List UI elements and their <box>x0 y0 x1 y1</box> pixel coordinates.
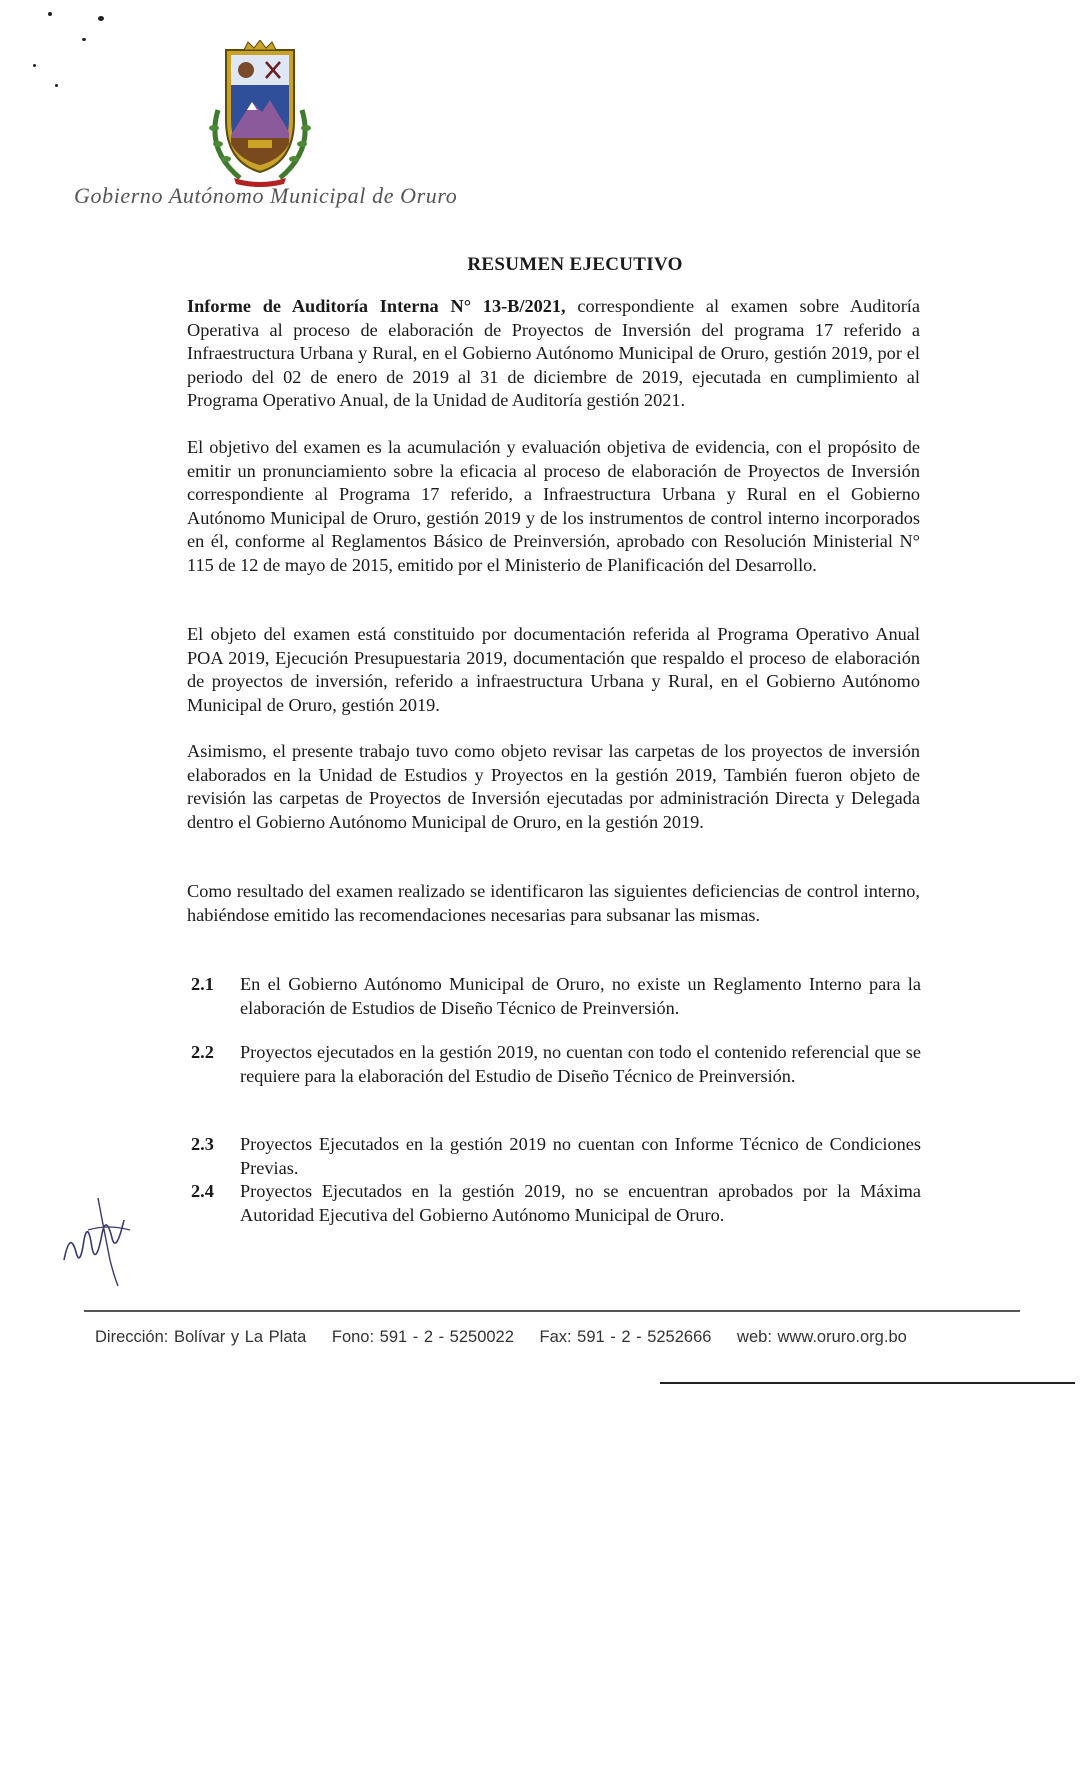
scan-speck <box>33 64 36 67</box>
paragraph-intro-text: correspondiente al examen sobre Auditoría Operativa al proceso de elaboración de Proyectos de Inversión del programa 17 referido a Infraestructura Urbana y Rural, en el Gobierno Autónomo Municipal de Oruro, gestión 2019, por el periodo del 02 de enero de 2019 al 31 de diciembre de 2019, ejecutada en cumplimiento al Programa Operativo Anual, de la Unidad de Auditoría gestión 2021. <box>187 296 920 410</box>
finding-item <box>191 1041 921 1088</box>
paragraph-results <box>187 880 920 927</box>
footer-phone: Fono: 591 - 2 - 5250022 <box>331 1328 514 1346</box>
paragraph-object <box>187 623 920 717</box>
scan-speck <box>48 12 52 16</box>
footer-web: web: www.oruro.org.bo <box>737 1328 907 1346</box>
paragraph-results-text: Como resultado del examen realizado se identificaron las siguientes deficiencias de control interno, habiéndose emitido las recomendaciones necesarias para subsanar las mismas. <box>187 881 920 925</box>
organization-name: Gobierno Autónomo Municipal de Oruro <box>74 183 458 208</box>
paragraph-scope-text: Asimismo, el presente trabajo tuvo como objeto revisar las carpetas de los proyectos de inversión elaborados en la Unidad de Estudios y Proyectos en la gestión 2019, También fueron objeto de revisión las carpetas de Proyectos de Inversión ejecutadas por administración Directa y Delegada dentro el Gobierno Autónomo Municipal de Oruro, en la gestión 2019. <box>187 741 920 832</box>
finding-item <box>191 1133 921 1180</box>
finding-text: En el Gobierno Autónomo Municipal de Oruro, no existe un Reglamento Interno para la elaboración de Estudios de Diseño Técnico de Preinversión. <box>240 974 921 1018</box>
scan-speck <box>82 38 86 41</box>
scan-speck <box>55 84 58 87</box>
document-title: RESUMEN EJECUTIVO <box>467 254 683 275</box>
finding-number: 2.4 <box>191 1181 214 1201</box>
footer-divider <box>84 1310 1020 1312</box>
finding-number: 2.1 <box>191 974 214 994</box>
footer-address: Dirección: Bolívar y La Plata <box>95 1328 307 1346</box>
signature-icon <box>58 1190 138 1290</box>
finding-text: Proyectos ejecutados en la gestión 2019, no cuentan con todo el contenido referencial que se requiere para la elaboración del Estudio de Diseño Técnico de Preinversión. <box>240 1042 921 1086</box>
footer-bottom-rule <box>660 1382 1075 1384</box>
finding-item <box>191 1180 921 1227</box>
finding-text: Proyectos Ejecutados en la gestión 2019, no se encuentran aprobados por la Máxima Autoridad Ejecutiva del Gobierno Autónomo Municipal de Oruro. <box>240 1181 921 1225</box>
finding-number: 2.3 <box>191 1134 214 1154</box>
paragraph-object-text: El objeto del examen está constituido por documentación referida al Programa Operativo Anual POA 2019, Ejecución Presupuestaria 2019, documentación que respaldo el proceso de elaboración de proyectos de inversión, referido a infraestructura Urbana y Rural, en el Gobierno Autónomo Municipal de Oruro, gestión 2019. <box>187 624 920 715</box>
finding-item <box>191 973 921 1020</box>
paragraph-intro <box>187 295 920 413</box>
report-number: Informe de Auditoría Interna N° 13-B/2021, <box>187 296 566 316</box>
footer-fax: Fax: 591 - 2 - 5252666 <box>539 1328 712 1346</box>
footer-contact <box>95 1328 1025 1347</box>
finding-text: Proyectos Ejecutados en la gestión 2019 no cuentan con Informe Técnico de Condiciones Previas. <box>240 1134 921 1178</box>
paragraph-scope <box>187 740 920 834</box>
paragraph-objective <box>187 436 920 577</box>
coat-of-arms-icon <box>200 40 320 190</box>
paragraph-objective-text: El objetivo del examen es la acumulación y evaluación objetiva de evidencia, con el propósito de emitir un pronunciamiento sobre la eficacia al proceso de elaboración de Proyectos de Inversión correspondiente al Programa 17 referido, a Infraestructura Urbana y Rural en el Gobierno Autónomo Municipal de Oruro, gestión 2019 y de los instrumentos de control interno incorporados en él, conforme al Reglamentos Básico de Preinversión, aprobado con Resolución Ministerial N° 115 de 12 de mayo de 2015, emitido por el Ministerio de Planificación del Desarrollo. <box>187 437 920 575</box>
scan-speck <box>98 16 104 21</box>
finding-number: 2.2 <box>191 1042 214 1062</box>
